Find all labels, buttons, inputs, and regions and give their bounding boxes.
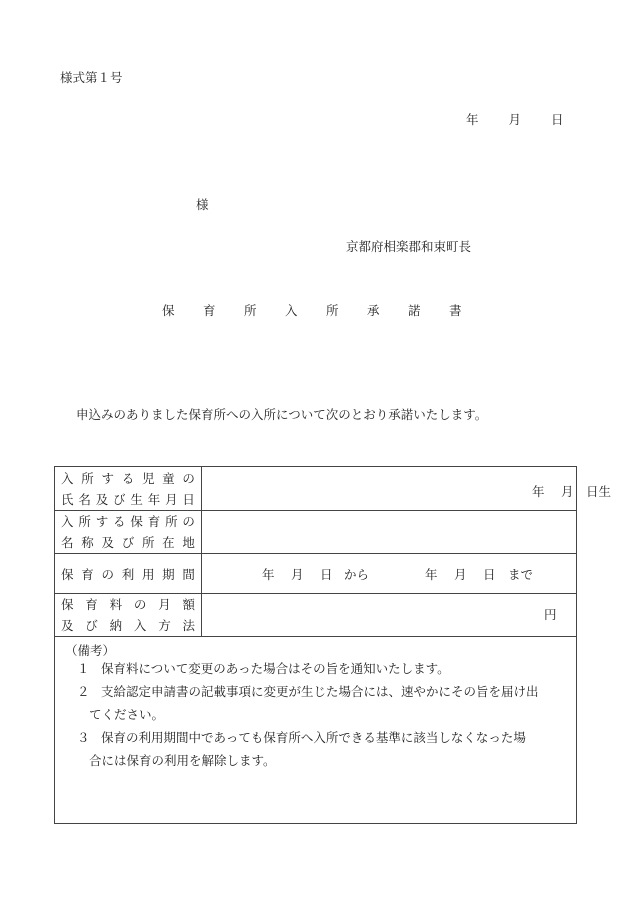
date-year-label: 年 (466, 112, 479, 127)
title-char: 所 (326, 303, 339, 318)
child-value-cell[interactable] (202, 467, 612, 510)
facility-row (55, 510, 576, 554)
fee-label-line1: 保 育 料 の 月 額 (61, 597, 195, 612)
note-continuation: 合には保育の利用を解除します。 (89, 753, 276, 768)
dob-month-label: 月 (561, 484, 574, 499)
from-month-label: 月 (291, 567, 304, 582)
date-line (466, 110, 564, 128)
period-value-cell[interactable] (202, 553, 576, 593)
title-char: 所 (244, 303, 257, 318)
consent-table (54, 466, 612, 824)
document-title (162, 301, 490, 319)
addressee-suffix: 様 (196, 197, 209, 212)
title-char: 入 (285, 303, 298, 318)
fee-label-line2: 及 び 納 入 方 法 (61, 618, 195, 633)
fee-label (55, 593, 202, 636)
date-month-label: 月 (508, 112, 522, 127)
issuer: 京都府相楽郡和束町長 (346, 239, 472, 254)
to-year-label: 年 (425, 567, 438, 582)
notes-title: （備考） (65, 643, 116, 658)
title-char: 書 (449, 303, 462, 318)
child-row (55, 467, 612, 511)
note-item (77, 726, 568, 749)
child-label-line2: 氏 名 及 び 生 年 月 日 (61, 492, 195, 507)
title-char: 承 (367, 303, 380, 318)
note-number: ３ (77, 730, 90, 745)
note-number: １ (77, 661, 90, 676)
from-word: から (344, 567, 370, 582)
note-text: 保育の利用期間中であっても保育所へ入所できる基準に該当しなくなった場 (101, 730, 526, 745)
facility-value-cell[interactable] (202, 510, 576, 553)
fee-row (55, 593, 576, 637)
currency-label: 円 (544, 607, 557, 622)
title-char: 育 (203, 303, 216, 318)
intro-text: 申込みのありました保育所への入所について次のとおり承諾いたします。 (76, 407, 488, 422)
child-label (55, 467, 202, 510)
facility-label (55, 510, 202, 553)
dob-year-label: 年 (532, 484, 545, 499)
note-text: 支給認定申請書の記載事項に変更が生じた場合には、速やかにその旨を届け出 (101, 684, 539, 699)
from-day-label: 日 (320, 567, 333, 582)
title-char: 保 (162, 303, 175, 318)
period-row (55, 553, 576, 594)
to-word: まで (508, 567, 534, 582)
title-char: 諾 (408, 303, 421, 318)
dob-day-label: 日生 (586, 484, 612, 499)
fee-value-cell[interactable] (202, 593, 576, 636)
note-text: 保育料について変更のあった場合はその旨を通知いたします。 (101, 661, 450, 676)
period-label (55, 553, 202, 593)
note-item (77, 657, 568, 680)
note-item (77, 680, 568, 703)
note-number: ２ (77, 684, 90, 699)
from-year-label: 年 (262, 567, 275, 582)
note-continuation: てください。 (89, 707, 165, 722)
child-label-line1: 入 所 す る 児 童 の (61, 471, 195, 486)
date-day-label: 日 (551, 112, 564, 127)
to-month-label: 月 (454, 567, 467, 582)
facility-label-line2: 名 称 及 び 所 在 地 (61, 535, 195, 550)
facility-label-line1: 入 所 す る 保 育 所 の (61, 514, 195, 529)
to-day-label: 日 (483, 567, 496, 582)
period-label-line1: 保 育 の 利 用 期 間 (61, 567, 195, 582)
form-number: 様式第１号 (60, 70, 123, 85)
